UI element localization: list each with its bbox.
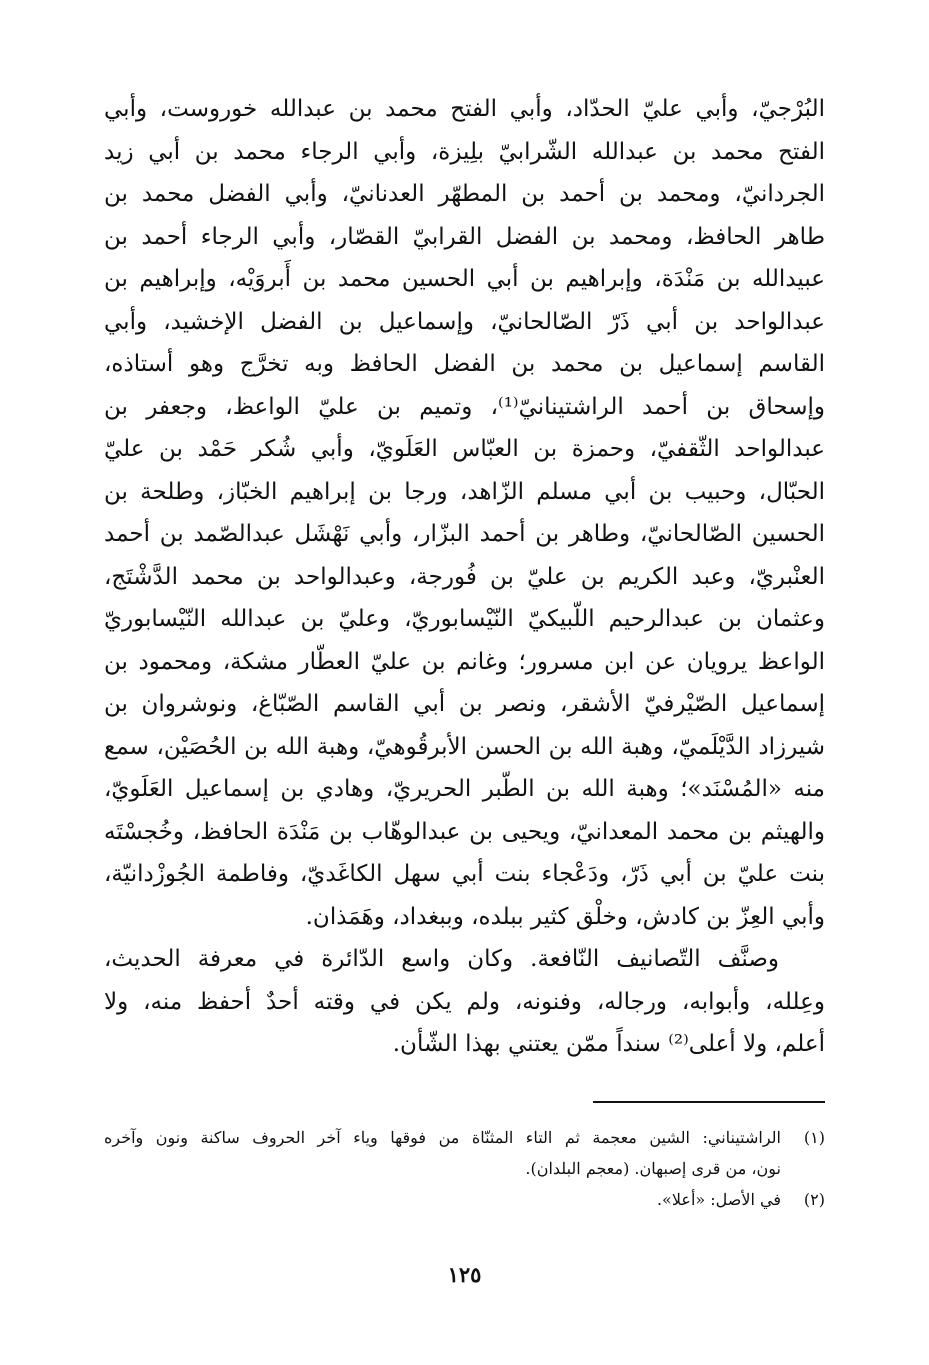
page-number: ١٢٥ (447, 1262, 482, 1287)
text-line: منه «المُسْنَد»؛ وهبة الله بن الطّبر الحريريّ، وهادي بن إسماعيل العَلَويّ، (104, 776, 825, 802)
text-line: طاهر الحافظ، ومحمد بن الفضل القرابيّ القصّار، وأبي الرجاء أحمد بن (104, 223, 825, 250)
footnote-text (104, 1184, 781, 1215)
text-line: عبدالواحد الثّقفيّ، وحمزة بن العبّاس العَلَويّ، وأبي شُكر حَمْد بن عليّ (104, 436, 825, 462)
text-line: الحبّال، وحبيب بن أبي مسلم الزّاهد، ورجا بن إبراهيم الخبّاز، وطلحة بن (104, 478, 825, 505)
text-line: وعثمان بن عبدالرحيم اللّبيكيّ النّيْسابوريّ، وعليّ بن عبدالله النّيْسابوريّ (104, 606, 825, 632)
footnote (104, 1122, 825, 1184)
footnote (104, 1184, 825, 1215)
text-line: إسماعيل الصّيْرفيّ الأشقر، ونصر بن أبي القاسم الصّبّاغ، ونوشروان بن (104, 691, 825, 717)
text-line: الواعظ يرويان عن ابن مسرور؛ وغانم بن عليّ العطّار مشكة، ومحمود بن (104, 648, 825, 675)
footnote-divider (593, 1101, 825, 1103)
text-line: وأبي العِزّ بن كادش، وخلْق كثير ببلده، وببغداد، وهَمَذان. (305, 903, 825, 930)
text-line: الجردانيّ، ومحمد بن أحمد بن المطهّر العدنانيّ، وأبي الفضل محمد بن (104, 181, 825, 207)
main-text (104, 88, 825, 1066)
footnote-line: في الأصل: «أعلا». (656, 1190, 781, 1209)
footnote-line: نون، من قرى إصبهان. (معجم البلدان). (525, 1159, 781, 1178)
text-line: أعلم، ولا أعلى⁽²⁾ سنداً ممّن يعتني بهذا الشّأن. (392, 1031, 825, 1057)
text-line: الفتح محمد بن عبدالله الشّرابيّ بلِيزة، وأبي الرجاء محمد بن أبي زيد (104, 138, 825, 165)
text-line: عبدالواحد بن أبي ذَرّ الصّالحانيّ، وإسماعيل بن الفضل الإخشيد، وأبي (104, 308, 825, 335)
text-line: وإسحاق بن أحمد الراشتينانيّ⁽¹⁾، وتميم بن عليّ الواعظ، وجعفر بن (104, 393, 825, 420)
text-line: عبيدالله بن مَنْدَة، وإبراهيم بن أبي الحسين محمد بن أَبروَيْه، وإبراهيم بن (104, 266, 825, 292)
text-line: القاسم إسماعيل بن محمد بن الفضل الحافظ وبه تخرَّج وهو أستاذه، (104, 351, 825, 377)
text-line: والهيثم بن محمد المعدانيّ، ويحيى بن عبدالوهّاب بن مَنْدَة الحافظ، وخُجسْتَه (104, 818, 825, 845)
footnote-text (104, 1122, 781, 1184)
text-line: الحسين الصّالحانيّ، وطاهر بن أحمد البزّار، وأبي نَهْشَل عبدالصّمد بن أحمد (104, 521, 825, 547)
footnote-line: الراشتيناني: الشين معجمة ثم التاء المثنّاة من فوقها وياء آخر الحروف ساكنة ونون وآخره (104, 1128, 781, 1147)
text-line: بنت عليّ بن أبي ذَرّ، ودَعْجاء بنت أبي سهل الكاغَديّ، وفاطمة الجُوزْدانيّة، (104, 861, 825, 887)
text-line: وصنَّف التّصانيف النّافعة. وكان واسع الدّائرة في معرفة الحديث، (104, 946, 779, 972)
text-line: شيرزاد الدَّيْلَميّ، وهبة الله بن الحسن الأبرقُوهيّ، وهبة الله بن الحُصَيْن، سمع (104, 733, 825, 760)
text-line: البُرْجيّ، وأبي عليّ الحدّاد، وأبي الفتح محمد بن عبدالله خوروست، وأبي (104, 96, 825, 122)
footnote-number: (١) (803, 1128, 825, 1147)
text-line: وعِلله، وأبوابه، ورجاله، وفنونه، ولم يكن في وقته أحدٌ أحفظ منه، ولا (104, 988, 825, 1015)
text-line: العنْبريّ، وعبد الكريم بن عليّ بن فُورجة، وعبدالواحد بن محمد الدَّشْتَج، (104, 563, 825, 590)
footnotes (104, 1122, 825, 1215)
footnote-number: (٢) (803, 1190, 825, 1209)
